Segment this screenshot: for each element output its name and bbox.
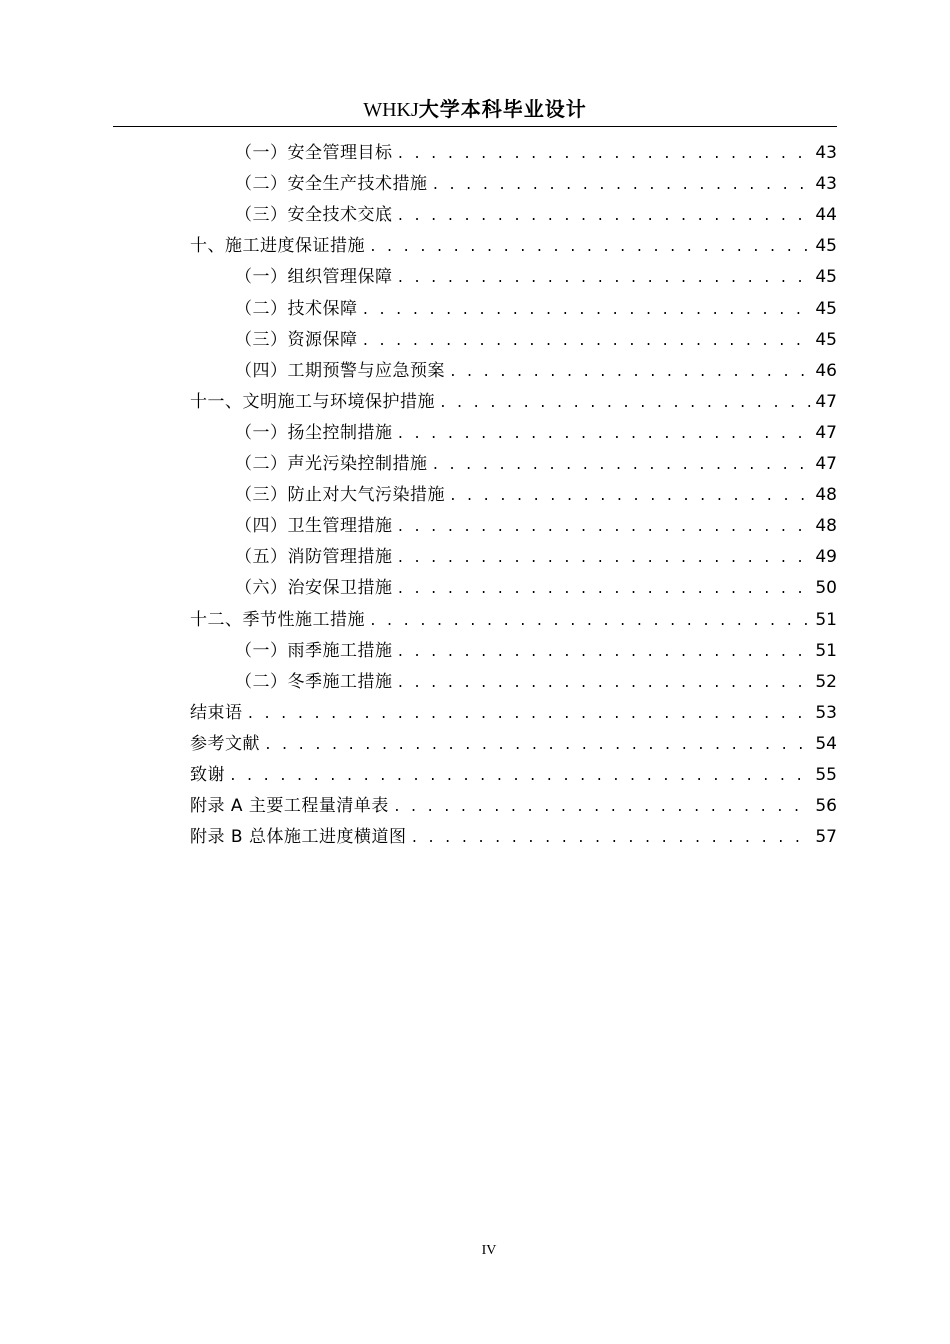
toc-entry[interactable] [190,791,837,822]
toc-entry-title: 参考文献 [190,733,260,754]
toc-entry[interactable] [235,169,837,200]
toc-entry[interactable] [235,542,837,573]
toc-entry-title: 附录 B 总体施工进度横道图 [190,827,407,848]
toc-entry[interactable] [235,138,837,169]
toc-entry-page: 57 [815,827,837,848]
toc-entry-page: 43 [815,143,837,163]
toc-entry-title: （三）防止对大气污染措施 [235,485,445,506]
toc-dot-leader [432,449,812,480]
toc-entry-page: 51 [815,640,837,661]
header-title: 大学本科毕业设计 [418,97,587,121]
toc-entry-page: 51 [815,609,837,630]
toc-entry[interactable] [190,387,837,418]
toc-entry[interactable] [190,729,837,760]
toc-entry-title: 十、施工进度保证措施 [190,236,365,257]
toc-dot-leader [397,418,812,449]
toc-entry-page: 47 [815,422,837,443]
toc-entry-title: 十二、季节性施工措施 [190,609,365,630]
toc-dot-leader [397,636,812,667]
toc-dot-leader [449,356,811,387]
toc-entry-page: 48 [815,485,837,506]
toc-entry-title: （三）资源保障 [235,329,358,350]
toc-entry-title: （六）治安保卫措施 [235,578,393,599]
toc-dot-leader [397,138,812,169]
toc-entry[interactable] [235,262,837,293]
toc-entry[interactable] [190,231,837,262]
toc-entry[interactable] [235,200,837,231]
toc-entry[interactable] [235,325,837,356]
toc-entry-title: （五）消防管理措施 [235,547,393,568]
toc-dot-leader [410,822,811,853]
toc-dot-leader [362,294,812,325]
toc-dot-leader [397,511,812,542]
toc-entry-title: （二）技术保障 [235,298,358,319]
toc-entry[interactable] [190,760,837,791]
toc-entry-title: （四）卫生管理措施 [235,516,393,537]
toc-entry-title: 结束语 [190,702,243,723]
toc-entry-page: 53 [815,702,837,723]
toc-entry-page: 55 [815,765,837,785]
toc-dot-leader [247,698,812,729]
toc-entry[interactable] [235,636,837,667]
toc-entry-page: 56 [815,796,837,817]
toc-dot-leader [439,387,811,418]
toc-entry-title: 十一、文明施工与环境保护措施 [190,391,435,412]
toc-dot-leader [362,325,812,356]
toc-entry[interactable] [235,511,837,542]
toc-entry-page: 46 [815,360,837,381]
page-header [113,96,837,122]
toc-entry[interactable] [235,667,837,698]
header-divider [113,126,837,127]
toc-entry[interactable] [235,294,837,325]
toc-entry-page: 50 [815,578,837,599]
toc-entry-title: （四）工期预警与应急预案 [235,360,445,381]
toc-entry-page: 49 [815,547,837,568]
toc-entry-title: （一）组织管理保障 [235,267,393,288]
toc-entry-page: 44 [815,205,837,226]
toc-dot-leader [229,760,811,791]
toc-entry[interactable] [235,356,837,387]
toc-entry-page: 47 [815,391,837,412]
toc-entry-page: 48 [815,516,837,537]
toc-entry[interactable] [235,573,837,604]
toc-entry-page: 52 [815,671,837,692]
toc-dot-leader [369,231,811,262]
toc-dot-leader [397,542,812,573]
toc-entry[interactable] [190,605,837,636]
toc-dot-leader [264,729,811,760]
toc-entry-title: 致谢 [190,765,225,785]
header-institution-code: WHKJ [363,99,419,121]
toc-dot-leader [397,573,812,604]
toc-entry-title: 附录 A 主要工程量清单表 [190,796,389,817]
toc-entry[interactable] [235,418,837,449]
toc-entry[interactable] [235,449,837,480]
toc-entry-page: 45 [815,329,837,350]
toc-entry-title: （二）声光污染控制措施 [235,454,428,474]
toc-entry[interactable] [190,698,837,729]
toc-entry-title: （一）安全管理目标 [235,143,393,163]
toc-dot-leader [432,169,812,200]
toc-dot-leader [449,480,811,511]
toc-entry-title: （二）安全生产技术措施 [235,174,428,195]
toc-dot-leader [393,791,811,822]
toc-dot-leader [397,667,812,698]
toc-dot-leader [397,262,812,293]
toc-entry-title: （三）安全技术交底 [235,205,393,226]
toc-entry-title: （一）雨季施工措施 [235,640,393,661]
toc-entry-page: 54 [815,733,837,754]
page-number: IV [481,1243,497,1258]
toc-entry-title: （一）扬尘控制措施 [235,422,393,443]
toc-dot-leader [397,200,812,231]
toc-entry-page: 45 [815,267,837,288]
toc-entry-page: 45 [815,236,837,257]
toc-entry-title: （二）冬季施工措施 [235,671,393,692]
toc-dot-leader [369,605,811,636]
toc-entry-page: 45 [815,298,837,319]
toc-entry[interactable] [235,480,837,511]
toc-entry-page: 43 [815,174,837,195]
toc-entry-page: 47 [815,454,837,474]
toc-entry[interactable] [190,822,837,853]
